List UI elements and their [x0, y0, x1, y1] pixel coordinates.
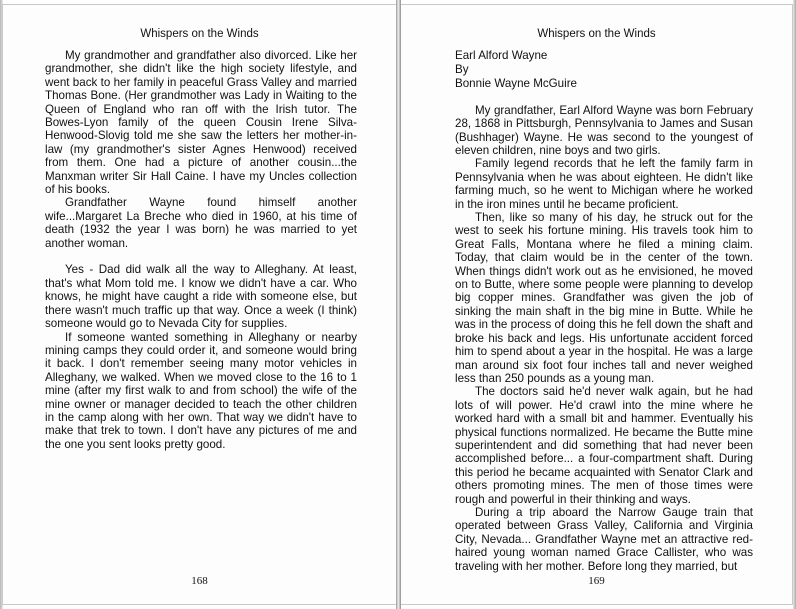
chapter-title: Earl Alford Wayne	[455, 49, 548, 62]
chapter-byline	[455, 49, 753, 90]
right-page-body	[455, 49, 753, 573]
right-paragraph-5: During a trip aboard the Narrow Gauge train that operated between Grass Valley, California and Virginia City, Nevada... Grandfather Wayne met an attractive red-haired young woman named Grace Callister, who was traveling with her mother. Before long they married, but	[455, 505, 753, 573]
byline-author: Bonnie Wayne McGuire	[455, 76, 578, 90]
right-page	[401, 4, 793, 605]
left-paragraph-3: Yes - Dad did walk all the way to Alleghany. At least, that's what Mom told me. I know we didn't have a car. Who knows, he might have caught a ride with someone else, but there wasn't much traffic up that way. Once a week (I think) someone would go to Nevada City for supplies.	[45, 263, 357, 331]
left-page	[2, 4, 396, 605]
right-paragraph-2: Family legend records that he left the family farm in Pennsylvania when he was about eighteen. He didn't like farming much, so he went to Michigan where he worked in the iron mines until he became proficient.	[455, 157, 753, 211]
byline-by: By	[455, 62, 469, 76]
right-paragraph-1: My grandfather, Earl Alford Wayne was born February 28, 1868 in Pittsburgh, Pennsylvania to James and Susan (Bushhager) Wayne. He was second to the youngest of eleven children, nine boys and two girls.	[455, 103, 753, 157]
right-paragraph-4: The doctors said he'd never walk again, but he had lots of will power. He'd crawl into the mine where he worked hard with a small bit and hammer. Eventually his physical functions normalized. He became the Butte mine superintendent and did something that had never been accomplished before... a four-compartment shaft. During this period he became acquainted with Senator Clark and others promoting mines. The men of those times were rough and powerful in their thinking and ways.	[455, 385, 753, 506]
left-running-header: Whispers on the Winds	[140, 28, 259, 40]
left-paragraph-4: If someone wanted something in Alleghany or nearby mining camps they could order it, and someone would bring it back. I don't remember seeing many motor vehicles in Alleghany, we walked. When we moved close to the 16 to 1 mine (after my first walk to and from school) the wife of the mine owner or manager decided to teach the other children in the camp along with her own. That way we didn't have to make that trek to town. I don't have any pictures of me and the one you sent looks pretty good.	[45, 330, 357, 451]
left-paragraph-1: My grandmother and grandfather also divorced. Like her grandmother, she didn't like the high society lifestyle, and went back to her family in peaceful Grass Valley and married Thomas Bone. (Her grandmother was Lady in Waiting to the Queen of England who ran off with the Irish tutor. The Bowes-Lyon family of the queen Cousin Irene Silva-Henwood-Slovig told me she saw the letters her mother-in-law (my grandmother's sister Agnes Henwood) received from them. One had a picture of another cousin...the Manxman writer Sir Hall Caine. I have my Uncles collection of his books.	[45, 49, 357, 197]
left-paragraph-2: Grandfather Wayne found himself another wife...Margaret La Breche who died in 1960, at his time of death (1932 the year I was born) he was married to yet another woman.	[45, 196, 357, 250]
left-page-body	[45, 49, 357, 451]
right-page-number: 169	[588, 575, 605, 587]
right-running-header: Whispers on the Winds	[537, 28, 656, 40]
right-paragraph-3: Then, like so many of his day, he struck out for the west to seek his fortune mining. His travels took him to Great Falls, Montana where he filed a mining claim. Today, that claim would be in the center of the town. When things didn't work out as he envisioned, he moved on to Butte, where some people were planning to develop big copper mines. Grandfather was given the job of sinking the main shaft in the big mine in Butte. While he was in the process of doing this he fell down the shaft and broke his back and legs. His unfortunate accident forced him to spend about a year in the hospital. He was a large man around six foot four inches tall and never weighed less than 250 pounds as a young man.	[455, 211, 753, 385]
left-page-number: 168	[191, 575, 208, 587]
